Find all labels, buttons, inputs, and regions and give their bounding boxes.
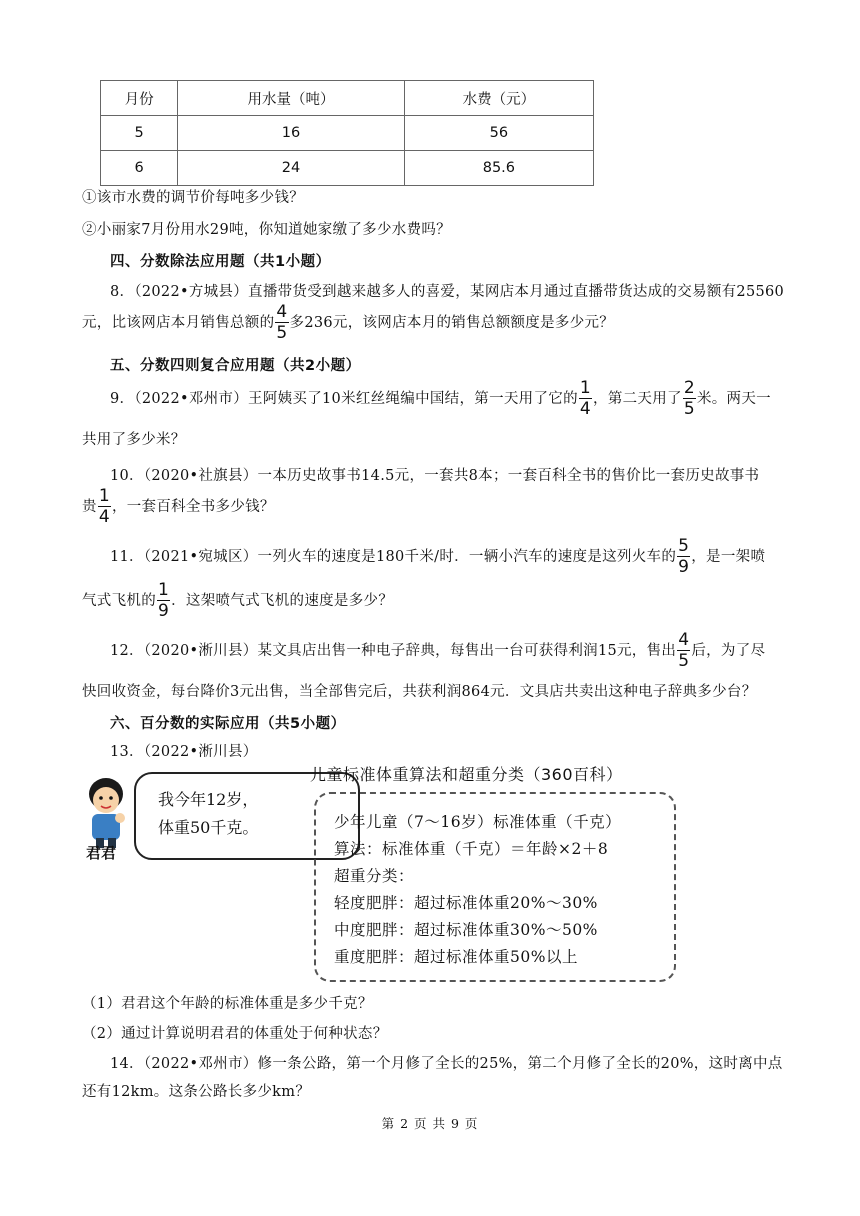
fraction-denominator: 9	[158, 601, 170, 621]
question-11-text: 11．（2021•宛城区）一列火车的速度是180千米/时．一辆小汽车的速度是这列火车的	[110, 549, 677, 565]
fraction-numerator: 5	[678, 536, 690, 556]
fraction-numerator: 4	[276, 302, 288, 322]
question-11-line-2	[82, 582, 393, 620]
section-6-heading: 六、百分数的实际应用（共5小题）	[110, 716, 346, 732]
question-8-text: 元，比该网店本月销售总额的	[82, 315, 275, 331]
question-12-line-1	[110, 632, 765, 670]
question-9-text: 米。两天一	[696, 391, 771, 407]
table-header-row	[101, 81, 594, 116]
page-footer: 第 2 页 共 9 页	[381, 1116, 479, 1131]
table-row	[101, 151, 594, 186]
speech-line: 我今年12岁，	[158, 790, 259, 809]
fraction	[579, 380, 592, 418]
fraction-numerator: 1	[98, 486, 110, 506]
rule-line: 算法：标准体重（千克）＝年龄×2＋8	[334, 840, 609, 858]
section-4-heading: 四、分数除法应用题（共1小题）	[110, 254, 331, 270]
question-11-text: 气式飞机的	[82, 593, 156, 609]
fraction	[157, 582, 170, 620]
question-11-line-1	[110, 538, 765, 576]
question-8-line-1: 8．（2022•方城县）直播带货受到越来越多人的喜爱，某网店本月通过直播带货达成的交易额有25560	[110, 284, 785, 300]
question-13-header: 13．（2022•淅川县）	[110, 744, 258, 760]
section-5-heading: 五、分数四则复合应用题（共2小题）	[110, 358, 361, 374]
question-10-line-1: 10．（2020•社旗县）一本历史故事书14.5元，一套共8本；一套百科全书的售价比一套历史故事书	[110, 468, 760, 484]
fraction	[677, 538, 690, 576]
fraction	[98, 488, 111, 526]
rule-line: 中度肥胖：超过标准体重30%～50%	[334, 921, 598, 939]
question-9-text: 9．（2022•邓州市）王阿姨买了10米红丝绳编中国结，第一天用了它的	[110, 391, 578, 407]
question-10-text: 贵	[82, 499, 97, 515]
question-8-line-2	[82, 304, 614, 342]
table-cell: 56	[404, 116, 593, 151]
question-11-text: ．这架喷气式飞机的速度是多少？	[171, 593, 394, 609]
weight-figure	[82, 762, 702, 982]
fraction-denominator: 5	[678, 651, 690, 671]
fraction-denominator: 4	[579, 399, 592, 419]
fraction-denominator: 5	[276, 323, 288, 343]
question-14-line-2: 还有12km。这条公路长多少km？	[82, 1084, 311, 1100]
question-7-part-1: ①该市水费的调节价每吨多少钱？	[82, 190, 304, 206]
table-header: 水费（元）	[404, 81, 593, 116]
table-cell: 16	[178, 116, 405, 151]
question-13-part-1: （1）君君这个年龄的标准体重是多少千克？	[82, 996, 373, 1012]
fraction-numerator: 2	[683, 378, 695, 398]
table-cell: 6	[101, 151, 178, 186]
rule-line: 重度肥胖：超过标准体重50%以上	[334, 948, 578, 966]
table-header: 用水量（吨）	[178, 81, 405, 116]
water-fee-table	[100, 80, 594, 186]
speech-line: 体重50千克。	[158, 818, 259, 837]
question-11-text: ，是一架喷	[691, 549, 766, 565]
fraction	[683, 380, 696, 418]
fraction	[275, 304, 288, 342]
rule-line: 超重分类：	[334, 867, 415, 885]
fraction-denominator: 5	[683, 399, 695, 419]
question-7-part-2: ②小丽家7月份用水29吨，你知道她家缴了多少水费吗？	[82, 222, 451, 238]
fraction-numerator: 1	[579, 378, 592, 398]
rule-line: 轻度肥胖：超过标准体重20%～30%	[334, 894, 598, 912]
question-13-part-2: （2）通过计算说明君君的体重处于何种状态？	[82, 1026, 388, 1042]
fraction-numerator: 1	[158, 580, 170, 600]
table-header: 月份	[101, 81, 178, 116]
table-cell: 5	[101, 116, 178, 151]
question-12-text: 12．（2020•淅川县）某文具店出售一种电子辞典，每售出一台可获得利润15元，售出	[110, 643, 677, 659]
table-cell: 24	[178, 151, 405, 186]
rule-line: 少年儿童（7～16岁）标准体重（千克）	[334, 813, 622, 831]
fraction-denominator: 4	[98, 507, 110, 527]
fraction-numerator: 4	[678, 630, 690, 650]
fraction	[677, 632, 690, 670]
question-10-line-2	[82, 488, 275, 526]
question-14-line-1: 14．（2022•邓州市）修一条公路，第一个月修了全长的25%，第二个月修了全长的20%，这时离中点	[110, 1056, 783, 1072]
question-10-text: ，一套百科全书多少钱？	[111, 499, 275, 515]
question-9-text: ，第二天用了	[593, 391, 682, 407]
question-12-text: 后，为了尽	[691, 643, 766, 659]
rule-box	[314, 792, 676, 982]
boy-name: 君君	[86, 844, 117, 862]
question-9-line-2: 共用了多少米？	[82, 432, 186, 448]
question-9-line-1	[110, 380, 771, 418]
table-row	[101, 116, 594, 151]
fraction-denominator: 9	[678, 557, 690, 577]
table-cell: 85.6	[404, 151, 593, 186]
question-12-line-2: 快回收资金，每台降价3元出售，当全部售完后，共获利润864元．文具店共卖出这种电子辞典多少台？	[82, 684, 757, 700]
speech-text	[158, 786, 258, 842]
figure-title: 儿童标准体重算法和超重分类（360百科）	[310, 765, 623, 784]
question-8-text: 多236元，该网店本月的销售总额额度是多少元？	[289, 315, 615, 331]
